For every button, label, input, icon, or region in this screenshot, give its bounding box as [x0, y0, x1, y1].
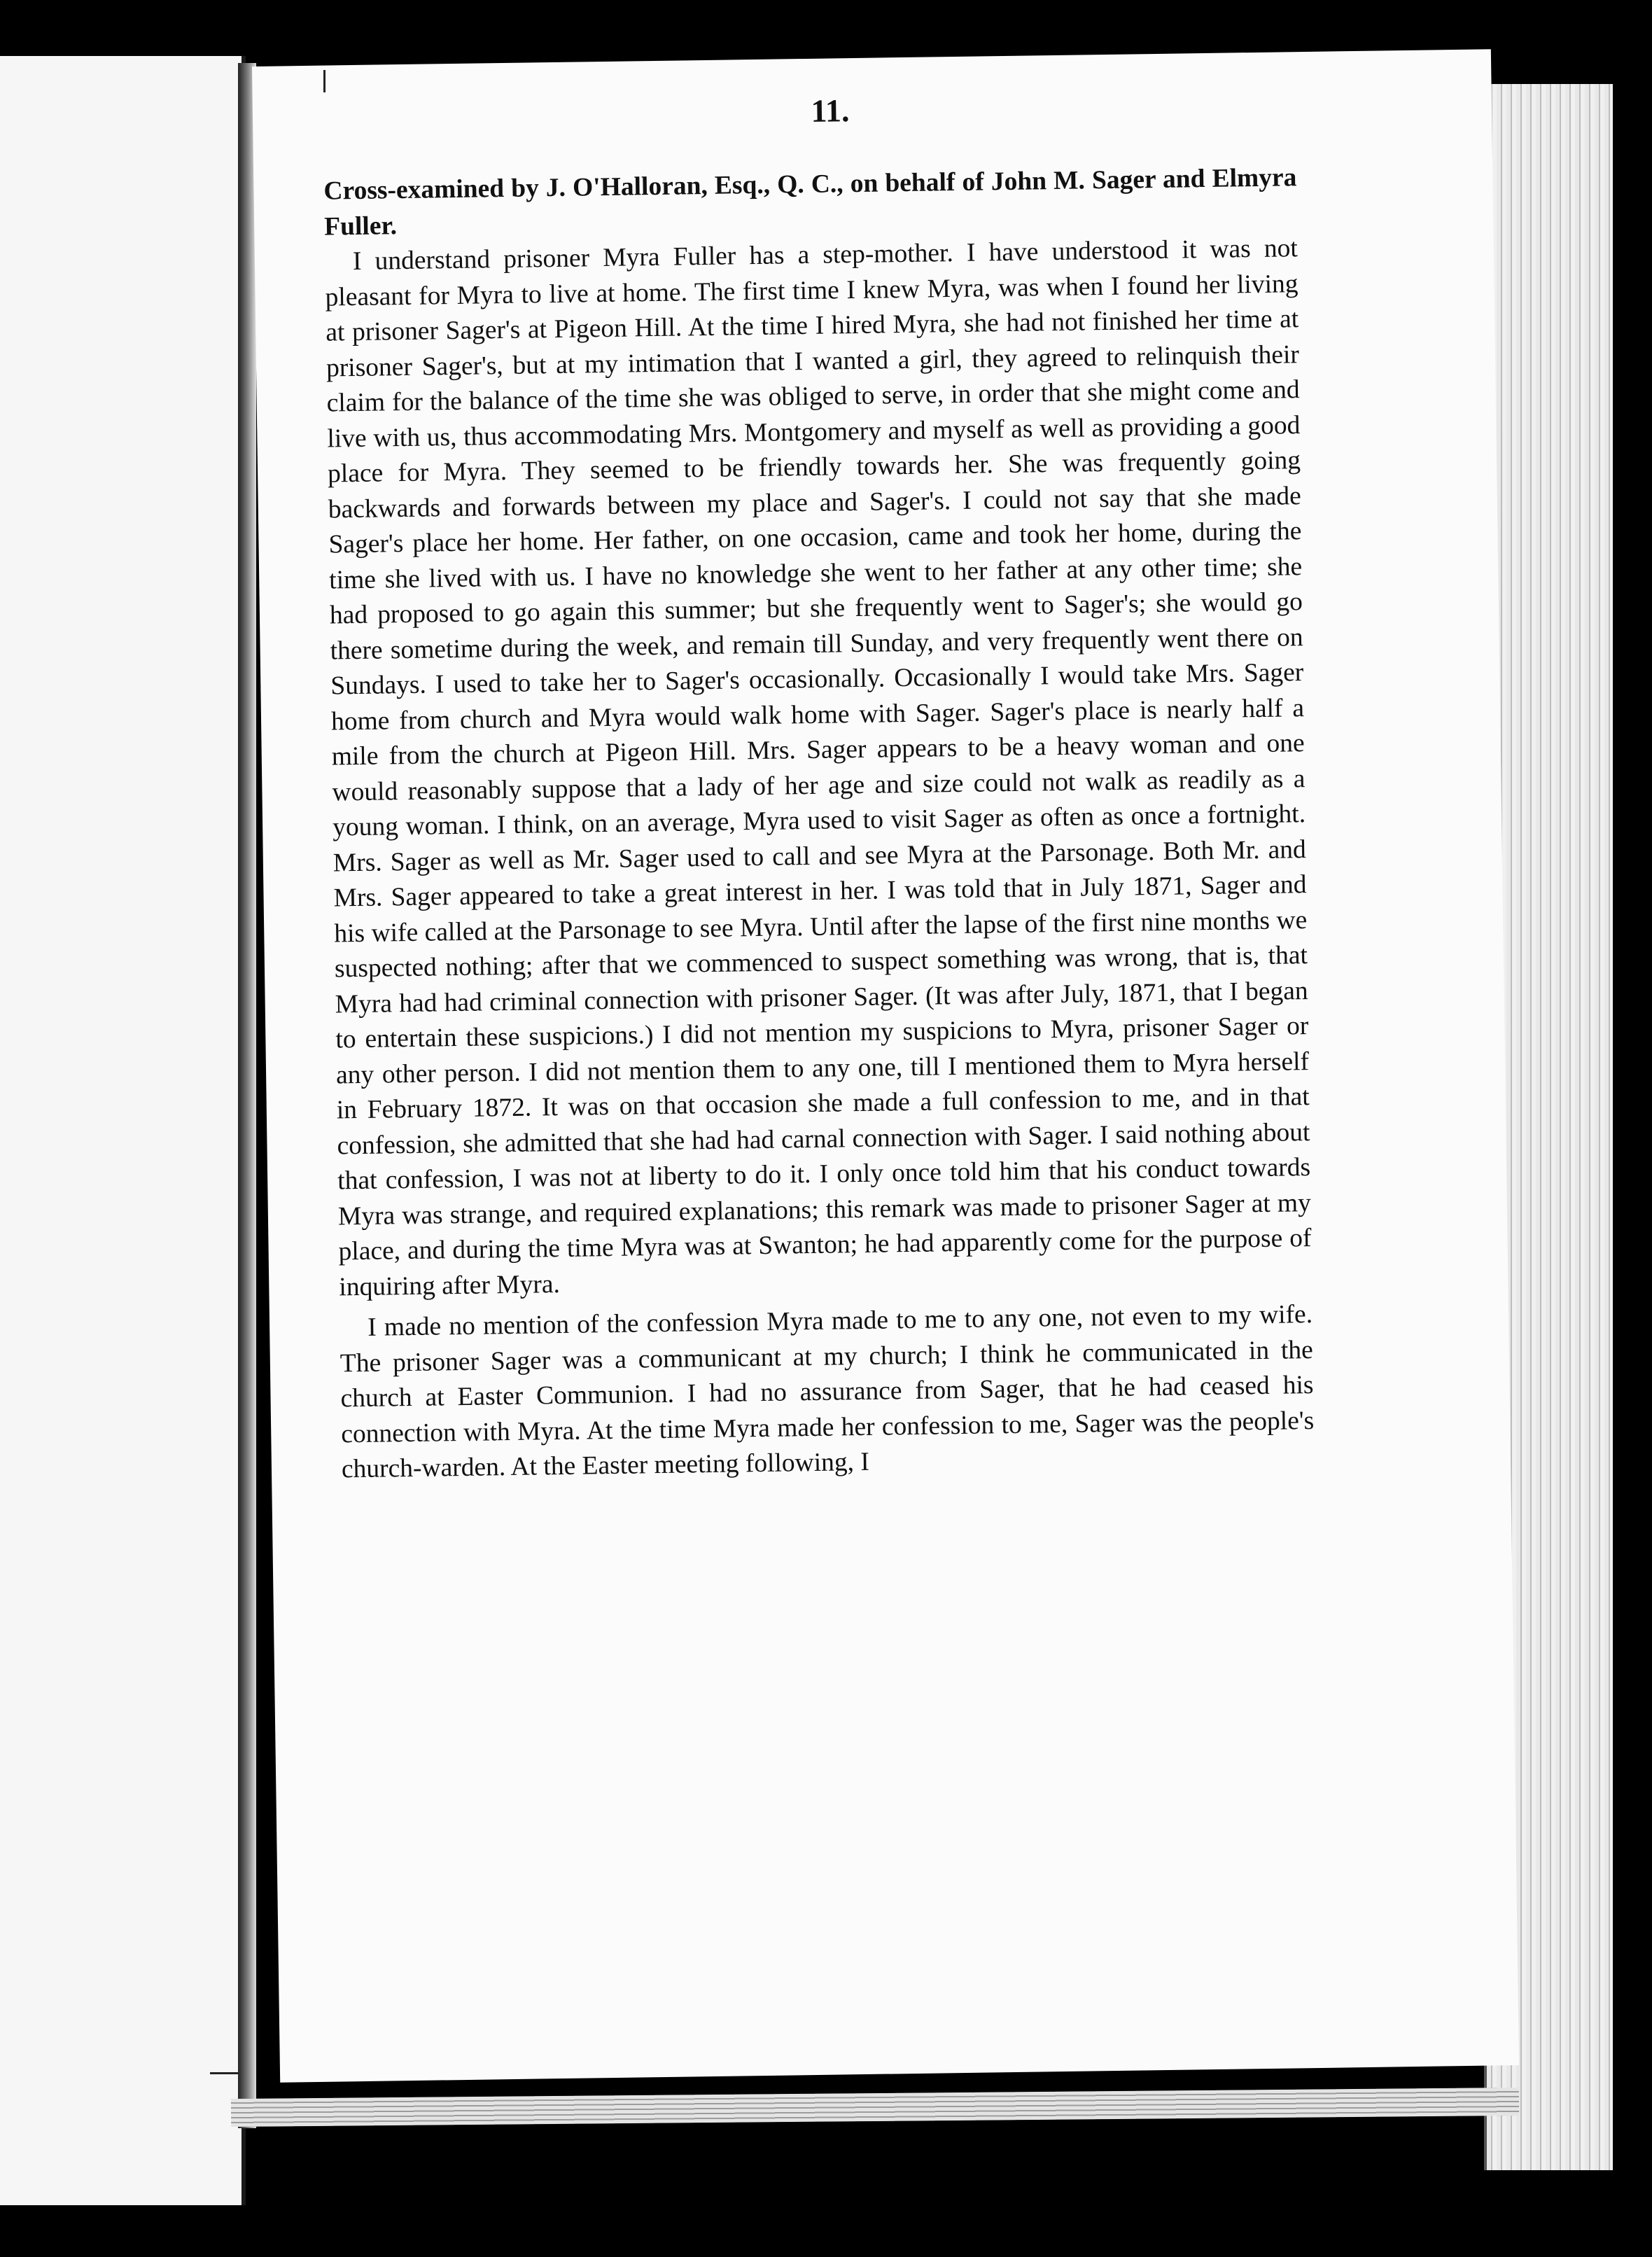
- scan-mark-left: [210, 2072, 238, 2074]
- scan-mark-top: [323, 70, 326, 92]
- body-text: [323, 160, 1315, 1488]
- page-number: 11.: [811, 92, 850, 129]
- paragraph-2: I made no mention of the confession Myra made to me to any one, not even to my wife. The prisoner Sager was a communicant at my church; I think he communicated in the church at Easter Communion. I had no assurance from Sager, that he had ceased his connection with Myra. At the time Myra made her confession to me, Sager was the people's church-warden. At the Easter meeting following, I: [340, 1300, 1315, 1484]
- scanned-page: [252, 49, 1519, 2082]
- cross-examination-heading: Cross-examined by J. O'Halloran, Esq., Q. C., on behalf of John M. Sager and Elmyra Fuller.: [323, 163, 1297, 242]
- facing-page-edge: [0, 56, 246, 2205]
- paragraph-1: I understand prisoner Myra Fuller has a step-mother. I have understood it was not pleasant for Myra to live at home. The first time I knew Myra, was when I found her living at prisoner Sager's at Pigeon Hill. At the time I hired Myra, she had not finished her time at prisoner Sager's, but at my intimation that I wanted a girl, they agreed to relinquish their claim for the balance of the time she was obliged to serve, in order that she might come and live with us, thus accommodating Mrs. Montgomery and myself as well as providing a good place for Myra. They seemed to be friendly towards her. She was frequently going backwards and forwards between my place and Sager's. I could not say that she made Sager's place her home. Her father, on one occasion, came and took her home, during the time she lived with us. I have no knowledge she went to her father at any other time; she had proposed to go again this summer; but she frequently went to Sager's; she would go there sometime during the week, and remain till Sunday, and very frequently went there on Sundays. I used to take her to Sager's occasionally. Occasionally I would take Mrs. Sager home from church and Myra would walk home with Sager. Sager's place is nearly half a mile from the church at Pigeon Hill. Mrs. Sager appears to be a heavy woman and one would reasonably suppose that a lady of her age and size could not walk as readily as a young woman. I think, on an average, Myra used to visit Sager as often as once a fortnight. Mrs. Sager as well as Mr. Sager used to call and see Myra at the Parsonage. Both Mr. and Mrs. Sager appeared to take a great interest in her. I was told that in July 1871, Sager and his wife called at the Parsonage to see Myra. Until after the lapse of the first nine months we suspected nothing; after that we commenced to suspect something was wrong, that is, that Myra had had criminal connection with prisoner Sager. (It was after July, 1871, that I began to entertain these suspicions.) I did not mention my suspicions to Myra, prisoner Sager or any other person. I did not mention them to any one, till I mentioned them to Myra herself in February 1872. It was on that occasion she made a full confession to me, and in that confession, she admitted that she had had carnal connection with Sager. I said nothing about that confession, I was not at liberty to do it. I only once told him that his conduct towards Myra was strange, and required explanations; this remark was made to prisoner Sager at my place, and during the time Myra was at Swanton; he had apparently come for the purpose of inquiring after Myra.: [325, 234, 1312, 1301]
- book-spine: [238, 63, 256, 2128]
- bottom-page-edges: [231, 2088, 1519, 2127]
